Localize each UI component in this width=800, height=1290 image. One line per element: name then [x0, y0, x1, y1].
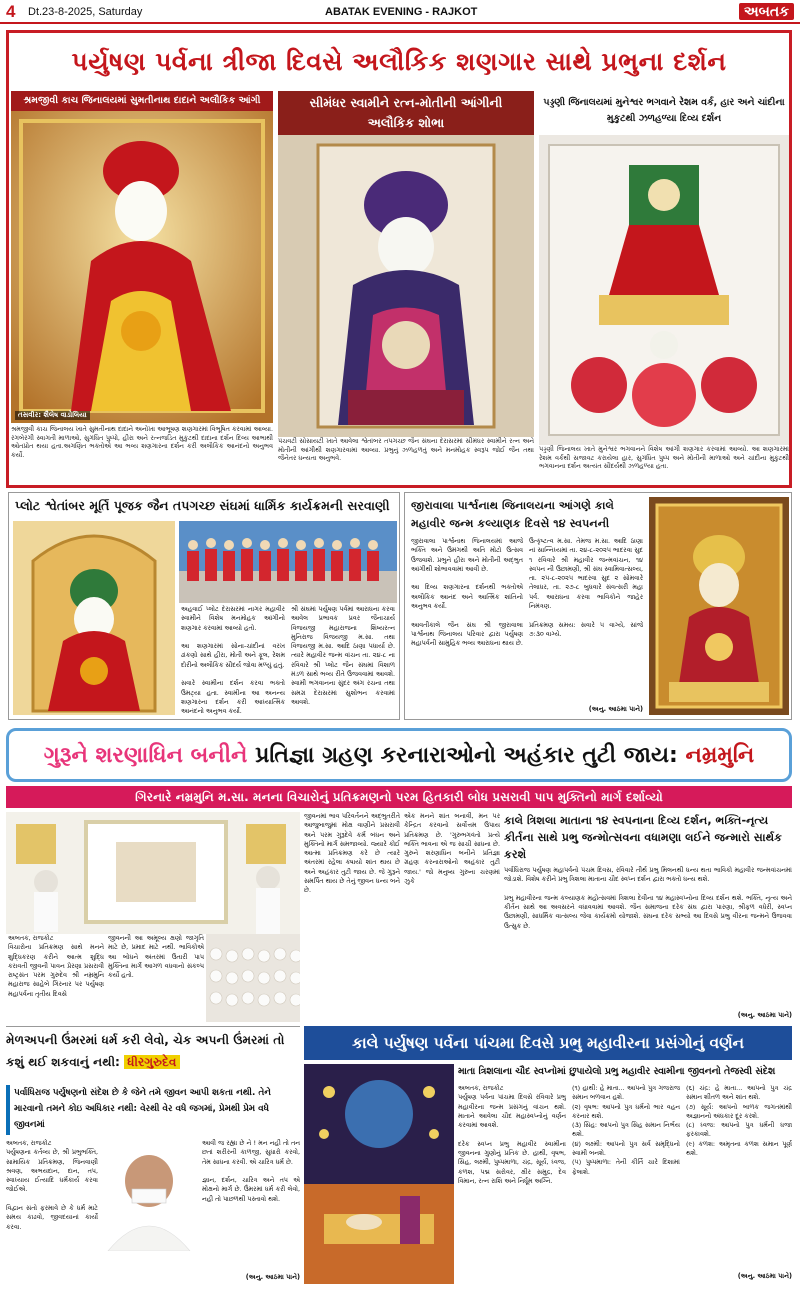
headline-dhirgurudev-part-a: મેળઅપની ઉંમરમાં ધર્મ કરી લેવો, ચેક અપની ઉંમરમાં તો કશું થઈ શકવાનું નથી:: [6, 1033, 285, 1069]
dhirgurudev-col-2: આવી જ રહ્યા છે ને ! મન નહી તો તન છતાં શરીરની કાળજી, સુધારો કરવો, તેમ સાધના કરવી. એ ચારિત્ર ધર્મ છે. જ્ઞાન, દર્શન, ચારિત્ર અને તપ એ મોક્ષનો માર્ગ છે. ઉંમરમાં ધર્મ કરી લેવો, નહી તો પાછળથી પસ્તાવો થશે.: [202, 1139, 300, 1203]
namramuni-col-4: એક મનને શાંત બનાવી, મન પર કેન્દ્રિત કરવાનો સર્વોત્તમ ઉપાય પ્રતિક્રમણ છે. 'ગુરુભગવંતો પ્રત્યે ભક્તિ ભાવના એ જ સાચી સાધના છે. ગુરુને શરણાધિન બનીને પ્રતિજ્ઞા ગ્રહણ કરનારાઓનો અહંકાર તુટી જાય.' જો મનુષ્ય ગુરુના ચરણમાં ઝુકે: [404, 812, 500, 886]
section-mahavir-prasang: [304, 1026, 792, 1284]
headline-dhirgurudev-part-b: ધીરગુરુદેવ: [124, 1055, 179, 1069]
photo-credit: તસવીર: શૈલેષ વાડોલિયા: [15, 411, 90, 420]
photo-muneshwar: [539, 135, 789, 445]
headline-band-namramuni: [6, 728, 792, 782]
photo-sangh-group: [179, 521, 397, 603]
section-trishala-swapna: [504, 812, 792, 1022]
photo-swapna-painting: [304, 1064, 454, 1284]
photo-3-caption: પડ્ડણી જિનાલય ખાતે મુનેશ્વર ભગવાનને વિશેષ આંગી શણગાર કરવામાં આવ્યો. આ શણગારમાં રેશમ વર્કથી સજાવટ કરાયેલા હાર, સુગંધિત પુષ્પ અને મોતીની માળાઓ અને ચાંદીના મુકુટથી ભગવાનના દર્શન અત્યંત સૌંદર્યથી ઝળહળ્યા હતા.: [539, 445, 789, 483]
mahavir-col-2: (૧) હાથી: હે માતા... આપનો પુત્ર ગજરાજ સમાન બળવાન હશે. (૨) વૃષભ: આપનો પુત્ર ધર્મનો ભાર વહન કરનાર થશે. (૩) સિંહ: આપનો પુત્ર સિંહ સમાન નિર્ભય થશે. (૪) લક્ષ્મી: આપનો પુત્ર સર્વ સમૃદ્ધિનો સ્વામી બનશે. (૫) પુષ્પમાળા: તેની કીર્તિ ચારે દિશામાં ફેલાશે.: [572, 1084, 680, 1176]
section-paryushan-darshan: [6, 30, 792, 488]
headline-namramuni-part-a: ગુરૂને શરણાધિન બનીને: [43, 742, 256, 768]
photo-3-title: પડ્ડણી જિનાલયમાં મુનેશ્વર ભગવાને રેશમ વર્ક, હાર અને ચાંદીના મુકુટથી ઝળહળ્યા દિવ્ય દર્શન: [539, 91, 789, 135]
dhirgurudev-continued: (અનુ. આઠમા પાને): [245, 1273, 300, 1281]
namramuni-col-2: જીવનની આ અમૂલ્ય ક્ષણો જાગૃતિ માટે છે, પ્રમાદ માટે નથી. ભાવિકોએ આ બોધને અંતરમાં ઉતારી પાપ મુક્તિના માર્ગે આગળ વધવાનો સંકલ્પ કર્યો હતો.: [108, 934, 204, 980]
page-date: Dt.23-8-2025, Saturday: [28, 6, 143, 18]
mahavir-col-1: અબતક, રાજકોટ પર્યુષણ પર્વના પાંચમા દિવસે રવિવારે પ્રભુ મહાવીરના જન્મ પ્રસંગનું વાંચન થશે. માતાને આવેલા ચૌદ મહાસ્વપ્નોનું વર્ણન કરવામાં આવશે. દરેક સ્વપ્ન પ્રભુ મહાવીર સ્વામીના જીવનના ગુણોનું પ્રતિક છે. હાથી, વૃષભ, સિંહ, લક્ષ્મી, પુષ્પમાળા, ચંદ્ર, સૂર્ય, ધ્વજ, કળશ, પદ્મ સરોવર, ક્ષીર સમુદ્ર, દેવ વિમાન, રત્ન રાશિ અને નિર્ધૂમ અગ્નિ.: [458, 1084, 566, 1185]
headline-darshan: પર્યુષણ પર્વના ત્રીજા દિવસે અલૌકિક શણગાર સાથે પ્રભુના દર્શન: [9, 33, 789, 91]
jiravala-col-2: ઉત્કૃષ્ટત્વ મ.સા. તેમજ મ.સા. આદિ ઠાણા નાં સાન્નિધ્યમાં તા. ૨૪-૮-૨૦૨૫ ભાદરવા સુદ ૧ રવિવારે શ્રી મહાવીર જન્મવાંચન, ૧૪ સ્વપન ની ઉછામણી, શ્રી સંઘ સ્વામિવાત્સલ્ય, તા. ૨૫-૮-૨૦૨૫ ભાદરવા સુદ ૨ સોમવારે તેલાધર, તા. ૨૭-૮ બુધવારે સંવત્સરી મહા પર્વ. આરાધના કરવા ભાવિકોને જાહેર નિમંત્રણ. પ્રતિક્રમણ સમય: સવારે ૫ વાગ્યે, સાંજે ૭:૩૦ વાગ્યે.: [529, 537, 643, 638]
dhirgurudev-col-1: અબતક, રાજકોટ પર્યુષણના કર્તવ્ય છે, શ્રી પ્રભુભક્તિ, સામાયિક પ્રતિક્રમણ, જિનવાણી શ્રવણ, અભયદાન, દાન, તપ, સ્વાધ્યાય ઈત્યાદિ ધર્મકાર્ય કરવા જોઈએ. વિદ્વાન સંતો ફરમાવે છે કે ધર્મ માટે સમય કાઢવો, જીવદયાનાં કાર્યો કરવા.: [6, 1139, 98, 1231]
mahavir-col-3: (૬) ચંદ્ર: હે માતા... આપનો પુત્ર ચંદ્ર સમાન શીતળ અને શાંત થશે. (૭) સૂર્ય: આપનો બાળક જગતમાંથી અજ્ઞાનનો અંધકાર દૂર કરશે. (૮) ધ્વજ: આપનો પુત્ર ધર્મની ધજા ફરકાવશે. (૯) કળશ: અમૃતના કળશ સમાન પૂર્ણ થશે.: [686, 1084, 792, 1158]
section-dhirgurudev: [6, 1026, 300, 1284]
paper-name: ABATAK EVENING - RAJKOT: [325, 6, 478, 18]
photo-gathering: [206, 934, 300, 1022]
headline-namramuni-part-c: નમ્રમુનિ: [685, 742, 755, 768]
photo-block-1: [11, 91, 273, 483]
namramuni-col-1: અબતક, રાજકોટ વિચારોના પ્રતિક્રમણ સાથે મનને શુદ્ધિકરણ કરીને આત્મ શુદ્ધિ કરાવતી જીવની પાવન પ્રેરણા પ્રસરાવી રાષ્ટ્રસંત પરમ ગુરુદેવ શ્રી નમ્રમુનિ મહારાજ સાહેબે ગિરનાર પર પર્યુષણ મહાપર્વના તૃતીય દિવસે: [8, 934, 104, 998]
photo-dhirgurudev: [102, 1141, 196, 1251]
photo-block-2: [278, 91, 534, 483]
quote-box: પર્વાધિરાજ પર્યુષણનો સંદેશ છે કે જેને તમે જીવન આપી શકતા નથી. તેને મારવાનો તમને કોઇ અધિકાર નથી: વેરથી વેર વધે જગમાં, પ્રેમથી પ્રેમ વધે જીવનમાં: [6, 1085, 300, 1135]
headline-jiravala: જીરાવાલા પાર્શ્વનાથ જિનાલયના આંગણે કાલે મહાવીર જન્મ કલ્યાણક દિવસે ૧૪ સ્વપનની: [411, 499, 614, 530]
section-plot-sangh: [8, 492, 400, 720]
photo-block-3: [539, 91, 789, 483]
photo-namramuni: [6, 812, 300, 934]
photo-sumatinath: [11, 111, 273, 423]
plot-col-1: અહવાઈ પ્લોટ દેરાસરમાં નાગર મહાવીર સ્વામીને વિશેષ મનમોહક આંગીનો શણગાર કરવામાં આવ્યો હતો. આ શણગારમાં સોના-ચાંદીનાં વરખ ઢાંકણો સાથે હીરા, મોતી અને ફૂલ, રેશમ દોરીનો અલૌકિક સૌંદર્ય જોવા મળ્યું હતું. સવારે સ્વામીના દર્શન કરવા ભક્તો ઉમટ્યા હતા. સ્વામીના આ અનન્ય શણગારના દર્શન કરી આધ્યાત્મિક આનંદનો અનુભવ કર્યો.: [181, 605, 285, 715]
jiravala-continued: (અનુ. આઠમા પાને): [588, 705, 643, 713]
mahavir-continued: (અનુ. આઠમા પાને): [737, 1272, 792, 1280]
plot-col-2: શ્રી સંઘમાં પર્યુષણ પર્વમાં આરાધના કરવા આવેલ પ્રભાવક પ્રવર જૈનાચાર્ય વિજયજી મહારાજના શિષ્યરત્ન મુનિરાજ વિજયજી મ.સા. તથા વિજયજી મ.સા. આદિ ઠાણા પધાર્યા છે. ત્યારે મહાવીર જન્મ વાંચન તા. ૨૪-૮ ના રવિવારે શ્રી પ્લોટ જૈન સંઘમાં વિશાળ મંડળ સાથે ભવ્ય રીતે ઉજવવામાં આવશે. સ્વામી ભગવાનના સુંદર અંગ રચના તથા સમગ્ર દેરાસરમાં સુશોભન કરવામાં આવશે.: [291, 605, 395, 706]
headline-namramuni-part-b: પ્રતિજ્ઞા ગ્રહણ કરનારાઓનો અહંકાર તુટી જાય:: [255, 742, 686, 768]
section-jiravala: [404, 492, 792, 720]
photo-2-title: સીમંધર સ્વામીને રત્ન-મોતીની આંગીની અલૌકિક શોભા: [278, 91, 534, 135]
page-number: 4: [6, 2, 16, 21]
trishala-body: પર્વાધિરાજ પર્યુષણ મહાપર્વનો પંચમ દિવસ, રવિવારે તીર્થ પ્રભુ મિલનથી ધન્ય થતા ભાવિકો મહાવીર જન્મવાંચનમાં જોડાશે. વિશેષ કરીને પ્રભુ ત્રિશલા માતાના ચૌદ સ્વપ્ન દર્શન દ્વારા ભક્તો ધન્ય થશે. પ્રભુ મહાવીરના જન્મ કલ્યાણક મહોત્સવમાં ત્રિશલા દેવીના ૧૪ મહાસ્વપ્નોના દિવ્ય દર્શન થશે. ભક્તિ, નૃત્ય અને કીર્તન સાથે આ અવસરને વધાવવામાં આવશે. જૈન સમાજના દરેક સંઘ દ્વારા પારણા, શ્રીફળ વધેરી, સ્વપ્ન ઉછામણી, સાધર્મિક વાત્સલ્ય જેવા કાર્યક્રમો યોજાશે. સંઘના દરેક સભ્યો આ દિવસે પ્રભુ વીરના જન્મને ઉજવવા ઉત્સુક છે.: [504, 866, 792, 930]
headline-trishala: કાલે ત્રિશલા માતાના ૧૪ સ્વપનાના દિવ્ય દર્શન, ભક્તિ-નૃત્ય કીર્તના સાથે પ્રભુ જન્મોત્સવના વધામણા લઈને જન્મારો સાર્થક કરશે: [504, 814, 783, 861]
brand-logo: અબતક: [739, 3, 794, 20]
headline-mahavir-prasang: કાલે પર્યુષણ પર્વના પાંચમા દિવસે પ્રભુ મહાવીરના પ્રસંગોનું વર્ણન: [304, 1026, 792, 1060]
photo-jiravala-idol: [649, 497, 789, 715]
photo-plot-idol: [13, 521, 175, 715]
masthead: [0, 0, 800, 24]
photo-2-caption: પંચવટી સોસાયટી ખાતે આવેલા શ્વેતાંબર તપગચ્છ જૈન સંઘના દેરાસરમાં સીમંધર સ્વામીને રત્ન અને મોતીની આંગીથી શણગારવામાં આવ્યા. પ્રભુનું ઝળહળતું અને મનમોહક સ્વરૂપ જોઈ જૈન તથા જૈનેતર ધન્યતા અનુભવે.: [278, 437, 534, 483]
namramuni-col-3: જીવનમાં ભાવ પરિવર્તનને અદ્ભુતરીતે આજુબાજુમાં મોક્ષ વાણીને પ્રસરાવી અને પરમ ગુરૂદેવે કર્મ બંધન અને મુક્તિનો માર્ગ સમજાવ્યો. જ્યારે કોઈ આત્મા પ્રતિક્રમણ કરે છે ત્યારે અંતરમાં રહેલા કષાયો શાંત થાય છે અને અહંકાર તુટી જાય છે. જે ગુરૂને સમર્પિત થાય છે તેનું જીવન ધન્ય બને છે.: [304, 812, 400, 895]
subhead-girnar: ગિરનારે નમ્રમુનિ મ.સા. મનના વિચારોનું પ્રતિક્રમણનો પરમ હિતકારી બોધ પ્રસરાવી પાપ મુક્તિનો માર્ગ દર્શાવ્યો: [6, 786, 792, 808]
headline-dhirgurudev: [6, 1029, 300, 1081]
headline-plot-sangh: પ્લોટ શ્વેતાંબર મૂર્તિ પૂજક જૈન તપગચ્છ સંઘમાં ધાર્મિક કાર્યક્રમની સરવાણી: [15, 498, 390, 513]
photo-1-caption: શ્રમજીવી કાચ જિનાલય ખાતે સુમતીનાથ દાદાને અનોખા આભૂષણ શણગારમાં વિભૂષિત કરવામાં આવ્યા. રંગબેરંગી સ્વાગતી માળાઓ, સુગંધિત પુષ્પો, હીરા અને રત્નજડિત મુકુટથી દાદાના દર્શન દિવ્ય આભાથી ઓતપ્રોત થયા હતા.અગણિત ભક્તોએ આ ભવ્ય શણગારના દર્શન કરી અલૌકિક આનંદનો અનુભવ કર્યો.: [11, 425, 273, 483]
photo-simandhar: [278, 135, 534, 437]
jiravala-col-1: જીરાવાલા પાર્શ્વનાથ જિનાલયમાં આજે ભક્તિ અને ઉમંગથી અતિ મોટો ઉત્સવ ઉજવાશે. પ્રભુને હીરા અને મોતીની અદ્ભુત આંગીથી શોભાવવામાં આવી છે. આ દિવ્ય શણગારના દર્શનથી ભક્તોએ અલૌકિક આનંદ અને આત્મિક શાંતિનો અનુભવ કર્યો. આવતીકાલે જૈન સંઘ શ્રી જીરાવાલા પાર્શ્વનાથ જિનાલય પરિવાર દ્વારા પર્યુષણ મહાપર્વની સામુહિક ભવ્ય આરાધના થાય છે.: [411, 537, 523, 648]
photo-1-title: શ્રમજીવી કાચ જિનાલયમાં સુમતીનાથ દાદાને અલૌકિક આંગી: [11, 91, 273, 111]
subhead-trishala-swapna: માતા ત્રિશલાના ચૌદ સ્વપ્નોમાં છુપાયેલો પ્રભુ મહાવીર સ્વામીના જીવનનો તેજસ્વી સંદેશ: [458, 1066, 776, 1077]
trishala-continued: (અનુ. આઠમા પાને): [737, 1011, 792, 1019]
